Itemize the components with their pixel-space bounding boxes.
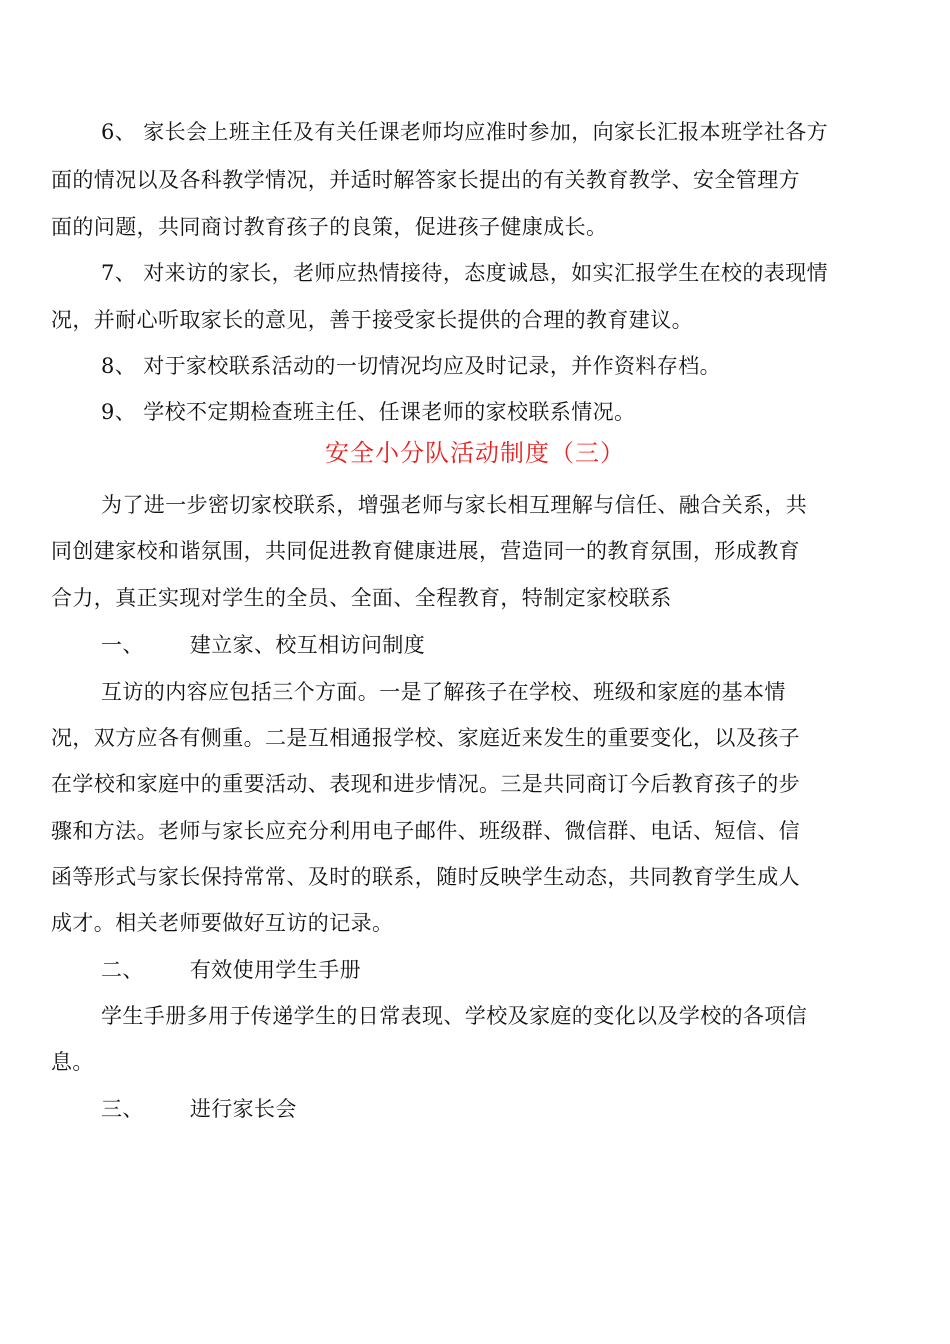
item-7-line-2: 况，并耐心听取家长的意见，善于接受家长提供的合理的教育建议。 — [51, 308, 693, 332]
section-2-body-line-2: 息。 — [51, 1050, 94, 1074]
section-1-heading — [101, 630, 425, 660]
section-1-body-line-6: 成才。相关老师要做好互访的记录。 — [51, 911, 394, 935]
section-1-body-line-3: 在学校和家庭中的重要活动、表现和进步情况。三是共同商订今后教育孩子的步 — [51, 772, 800, 796]
item-8-line: 8、 对于家校联系活动的一切情况均应及时记录，并作资料存档。 — [101, 354, 722, 378]
section-title: 安全小分队活动制度（三） — [325, 439, 625, 467]
section-1-body-line-5: 函等形式与家长保持常常、及时的联系，随时反映学生动态，共同教育学生成人 — [51, 865, 800, 889]
section-2-body-line-1: 学生手册多用于传递学生的日常表现、学校及家庭的变化以及学校的各项信 — [101, 1004, 808, 1028]
section-2-number: 二、 — [101, 958, 144, 982]
section-1-body-line-2: 况，双方应各有侧重。二是互相通报学校、家庭近来发生的重要变化，以及孩子 — [51, 726, 800, 750]
intro-line-1: 为了进一步密切家校联系，增强老师与家长相互理解与信任、融合关系，共 — [101, 493, 808, 517]
section-1-body-line-1: 互访的内容应包括三个方面。一是了解孩子在学校、班级和家庭的基本情 — [101, 680, 786, 704]
item-9-line: 9、 学校不定期检查班主任、任课老师的家校联系情况。 — [101, 400, 636, 424]
intro-line-3: 合力，真正实现对学生的全员、全面、全程教育，特制定家校联系 — [51, 586, 672, 610]
item-6-line-3: 面的问题，共同商讨教育孩子的良策，促进孩子健康成长。 — [51, 215, 608, 239]
item-6-line-2: 面的情况以及各科教学情况，并适时解答家长提出的有关教育教学、安全管理方 — [51, 168, 800, 192]
section-2-heading-text: 有效使用学生手册 — [189, 958, 362, 982]
item-6-line-1: 6、 家长会上班主任及有关任课老师均应准时参加，向家长汇报本班学社各方 — [101, 120, 829, 144]
section-1-heading-text: 建立家、校互相访问制度 — [189, 633, 426, 657]
section-1-body-line-4: 骤和方法。老师与家长应充分利用电子邮件、班级群、微信群、电话、短信、信 — [51, 819, 800, 843]
section-3-number: 三、 — [101, 1097, 144, 1121]
section-3-heading — [101, 1094, 297, 1124]
item-7-line-1: 7、 对来访的家长，老师应热情接待，态度诚恳，如实汇报学生在校的表现情 — [101, 261, 829, 285]
section-2-heading — [101, 955, 361, 985]
section-3-heading-text: 进行家长会 — [189, 1097, 297, 1121]
section-1-number: 一、 — [101, 633, 144, 657]
intro-line-2: 同创建家校和谐氛围，共同促进教育健康进展，营造同一的教育氛围，形成教育 — [51, 539, 800, 563]
